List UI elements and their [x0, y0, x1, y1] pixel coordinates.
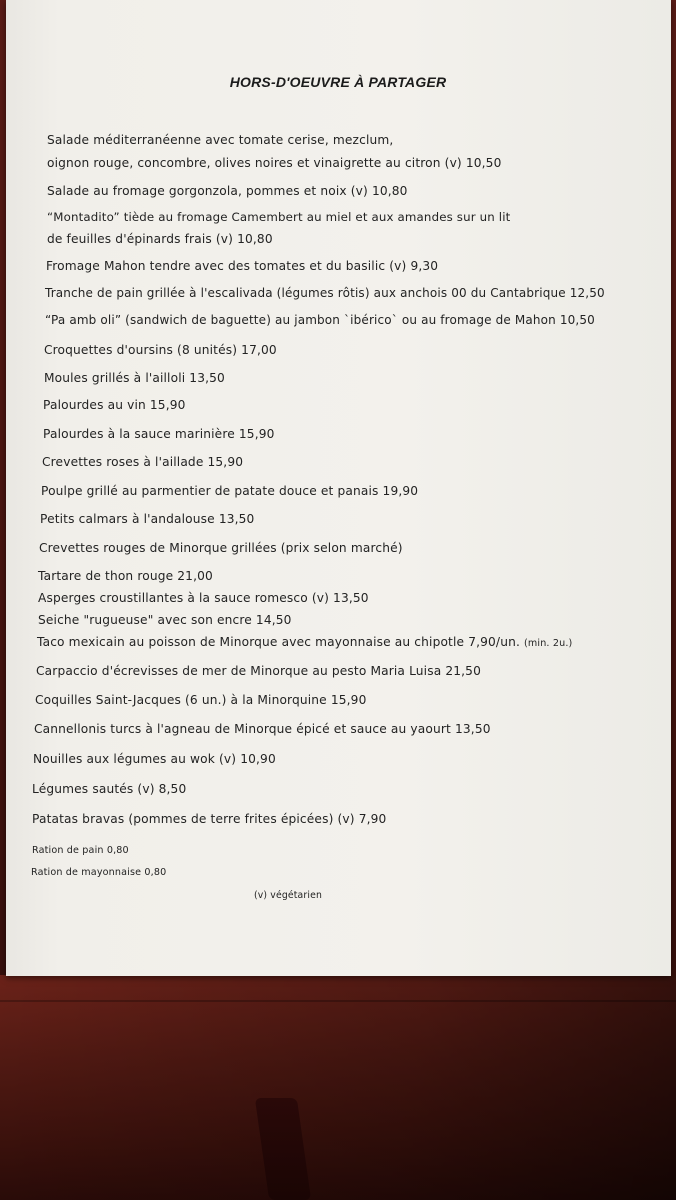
menu-line: Croquettes d'oursins (8 unités) 17,00	[44, 343, 277, 357]
vegetarian-legend: (v) végétarien	[254, 890, 323, 901]
menu-line: “Montadito” tiède au fromage Camembert au miel et aux amandes sur un lit	[47, 210, 511, 224]
menu-line: Palourdes à la sauce marinière 15,90	[43, 427, 275, 441]
menu-line: Crevettes rouges de Minorque grillées (prix selon marché)	[39, 541, 403, 555]
menu-line: Asperges croustillantes à la sauce romesco (v) 13,50	[38, 591, 369, 605]
table-seam	[0, 1000, 676, 1002]
menu-line: oignon rouge, concombre, olives noires et vinaigrette au citron (v) 10,50	[47, 156, 502, 170]
taco-min-note: (min. 2u.)	[524, 638, 573, 649]
menu-line: Tartare de thon rouge 21,00	[38, 569, 213, 583]
extra-line: Ration de mayonnaise 0,80	[31, 867, 167, 878]
menu-line	[37, 635, 572, 649]
menu-line: Tranche de pain grillée à l'escalivada (légumes rôtis) aux anchois 00 du Cantabrique 12,50	[45, 286, 605, 300]
menu-line: Salade au fromage gorgonzola, pommes et noix (v) 10,80	[47, 184, 408, 198]
menu-line: Cannellonis turcs à l'agneau de Minorque épicé et sauce au yaourt 13,50	[34, 722, 491, 736]
menu-line: Carpaccio d'écrevisses de mer de Minorque au pesto Maria Luisa 21,50	[36, 664, 481, 678]
menu-line: Salade méditerranéenne avec tomate cerise, mezclum,	[47, 133, 394, 147]
menu-line: Seiche "rugueuse" avec son encre 14,50	[38, 613, 292, 627]
menu-line: de feuilles d'épinards frais (v) 10,80	[47, 232, 273, 246]
menu-line: Moules grillés à l'ailloli 13,50	[44, 371, 225, 385]
menu-line: Petits calmars à l'andalouse 13,50	[40, 512, 255, 526]
menu-line: Crevettes roses à l'aillade 15,90	[42, 455, 244, 469]
menu-line: Poulpe grillé au parmentier de patate douce et panais 19,90	[41, 484, 419, 498]
extra-line: Ration de pain 0,80	[32, 845, 129, 856]
menu-line: “Pa amb oli” (sandwich de baguette) au jambon `ibérico` ou au fromage de Mahon 10,50	[45, 313, 595, 327]
menu-line: Palourdes au vin 15,90	[43, 398, 186, 412]
menu-line: Coquilles Saint-Jacques (6 un.) à la Minorquine 15,90	[35, 693, 367, 707]
menu-line-text: Taco mexicain au poisson de Minorque avec mayonnaise au chipotle 7,90/un.	[37, 635, 520, 649]
menu-line: Patatas bravas (pommes de terre frites épicées) (v) 7,90	[32, 812, 387, 826]
menu-line: Légumes sautés (v) 8,50	[32, 782, 187, 796]
menu-line: Nouilles aux légumes au wok (v) 10,90	[33, 752, 276, 766]
menu-line: Fromage Mahon tendre avec des tomates et du basilic (v) 9,30	[46, 259, 439, 273]
table-surface	[0, 975, 676, 1200]
menu-title: HORS-D'OEUVRE À PARTAGER	[229, 74, 447, 90]
